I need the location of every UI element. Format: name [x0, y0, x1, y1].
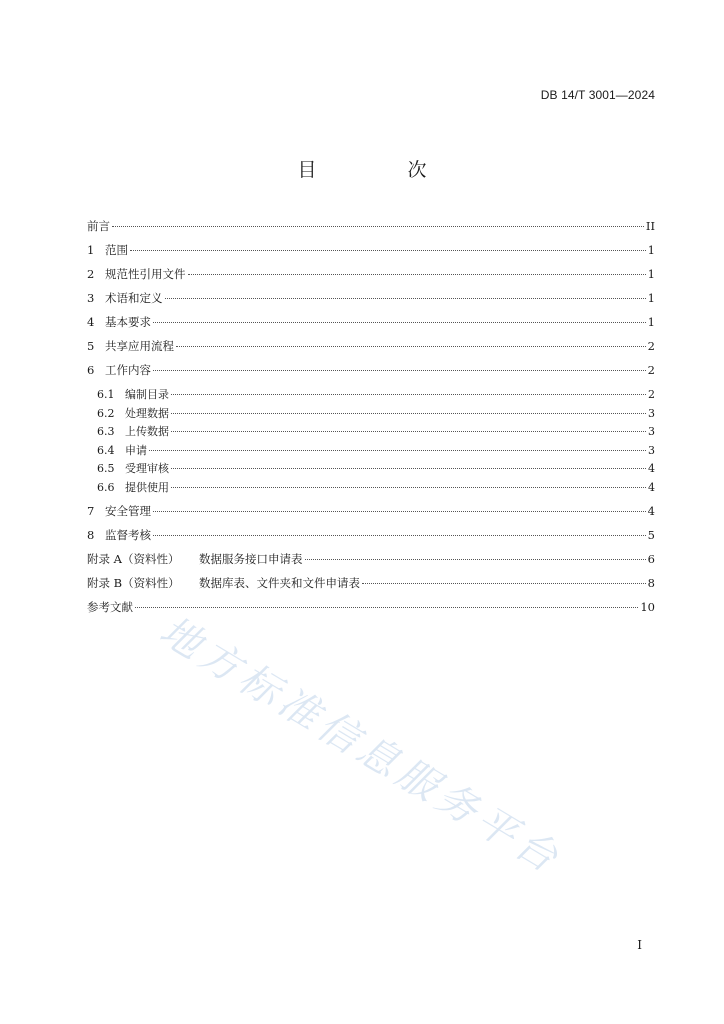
toc-entry-page: 2 [647, 363, 655, 377]
toc-entry-number: 6.2 [97, 406, 115, 420]
toc-entry-page: 1 [647, 243, 655, 257]
toc-entry-page: 1 [647, 315, 655, 329]
toc-leader-dots [171, 468, 646, 469]
toc-entry-page: 4 [647, 504, 655, 518]
toc-entry-number: 1 [87, 243, 95, 257]
toc-entry-title: 申请 [125, 443, 147, 457]
toc-entry-title: 上传数据 [125, 425, 169, 438]
toc-leader-dots [153, 322, 646, 323]
toc-entry-title: 数据服务接口申请表 [199, 552, 303, 566]
toc-entry[interactable] [87, 575, 655, 599]
toc-entry-title: 数据库表、文件夹和文件申请表 [199, 576, 360, 590]
toc-entry-title: 处理数据 [125, 406, 169, 420]
toc-entry[interactable] [87, 442, 655, 461]
toc-entry-page: 3 [648, 443, 655, 457]
toc-entry[interactable] [87, 599, 655, 623]
toc-entry[interactable] [87, 479, 655, 498]
toc-entry-number: 6.6 [97, 480, 115, 494]
toc-entry[interactable] [87, 423, 655, 442]
toc-entry[interactable] [87, 551, 655, 575]
toc-leader-dots [171, 413, 646, 414]
document-code: DB 14/T 3001—2024 [540, 88, 655, 102]
toc-entry[interactable] [87, 460, 655, 479]
toc-leader-dots [171, 394, 646, 395]
toc-entry-number: 4 [87, 315, 95, 329]
toc-entry-title: 范围 [105, 243, 128, 257]
page-title: 目 次 [297, 159, 463, 181]
toc-entry-number: 7 [87, 504, 95, 518]
toc-entry-title: 术语和定义 [105, 291, 163, 305]
toc-entry-number: 2 [87, 267, 95, 281]
toc-entry-page: 3 [648, 425, 655, 438]
toc-entry-number: 6.3 [97, 425, 115, 438]
toc-entry-title: 监督考核 [105, 528, 151, 542]
toc-leader-dots [305, 559, 646, 560]
toc-entry-page: 4 [648, 480, 655, 494]
toc-entry-title: 参考文献 [87, 600, 133, 614]
table-of-contents [87, 218, 655, 623]
toc-leader-dots [188, 274, 646, 275]
toc-entry-title: 基本要求 [105, 315, 151, 329]
toc-leader-dots [153, 370, 646, 371]
watermark: 地方标准信息服务平台 [151, 607, 570, 885]
toc-entry[interactable] [87, 362, 655, 386]
toc-entry-number: 6.1 [97, 388, 115, 401]
toc-entry[interactable] [87, 405, 655, 424]
toc-entry[interactable] [87, 290, 655, 314]
toc-leader-dots [149, 450, 646, 451]
toc-entry-number: 5 [87, 339, 95, 353]
toc-entry-title: 安全管理 [105, 504, 151, 518]
toc-entry-page: 8 [647, 576, 655, 590]
toc-leader-dots [153, 511, 646, 512]
toc-entry[interactable] [87, 503, 655, 527]
toc-entry-number: 6 [87, 363, 95, 377]
toc-entry-page: 3 [648, 406, 655, 420]
toc-entry-page: 4 [648, 462, 655, 475]
toc-entry[interactable] [87, 338, 655, 362]
toc-entry-title: 工作内容 [105, 363, 151, 377]
toc-entry-title: 提供使用 [125, 480, 169, 494]
toc-entry-page: 2 [648, 388, 655, 401]
toc-entry[interactable] [87, 314, 655, 338]
toc-entry-page: 6 [647, 552, 655, 566]
page-number: I [637, 938, 642, 952]
toc-leader-dots [112, 226, 644, 227]
toc-entry-number: 附录 A（资料性） [87, 552, 180, 566]
toc-entry[interactable] [87, 218, 655, 242]
toc-entry-number: 6.4 [97, 443, 115, 457]
toc-entry-number: 6.5 [97, 462, 115, 475]
toc-entry[interactable] [87, 266, 655, 290]
toc-leader-dots [153, 535, 646, 536]
toc-entry-number: 3 [87, 291, 95, 305]
toc-leader-dots [130, 250, 646, 251]
toc-entry[interactable] [87, 386, 655, 405]
toc-entry[interactable] [87, 242, 655, 266]
toc-leader-dots [165, 298, 646, 299]
toc-leader-dots [171, 487, 646, 488]
toc-entry-page: 2 [647, 339, 655, 353]
toc-entry-page: 10 [640, 600, 655, 614]
toc-entry-page: 1 [647, 291, 655, 305]
toc-entry-title: 规范性引用文件 [105, 267, 186, 281]
toc-entry-page: 1 [647, 267, 655, 281]
toc-entry-title: 编制目录 [125, 388, 169, 401]
toc-entry-title: 前言 [87, 219, 110, 233]
toc-entry[interactable] [87, 527, 655, 551]
toc-entry-number: 附录 B（资料性） [87, 576, 180, 590]
toc-leader-dots [362, 583, 646, 584]
toc-entry-title: 受理审核 [125, 462, 169, 475]
toc-leader-dots [176, 346, 646, 347]
toc-entry-page: 5 [647, 528, 655, 542]
toc-entry-title: 共享应用流程 [105, 339, 174, 353]
toc-leader-dots [135, 607, 638, 608]
toc-leader-dots [171, 431, 646, 432]
toc-entry-number: 8 [87, 528, 95, 542]
toc-entry-page: II [645, 219, 655, 233]
